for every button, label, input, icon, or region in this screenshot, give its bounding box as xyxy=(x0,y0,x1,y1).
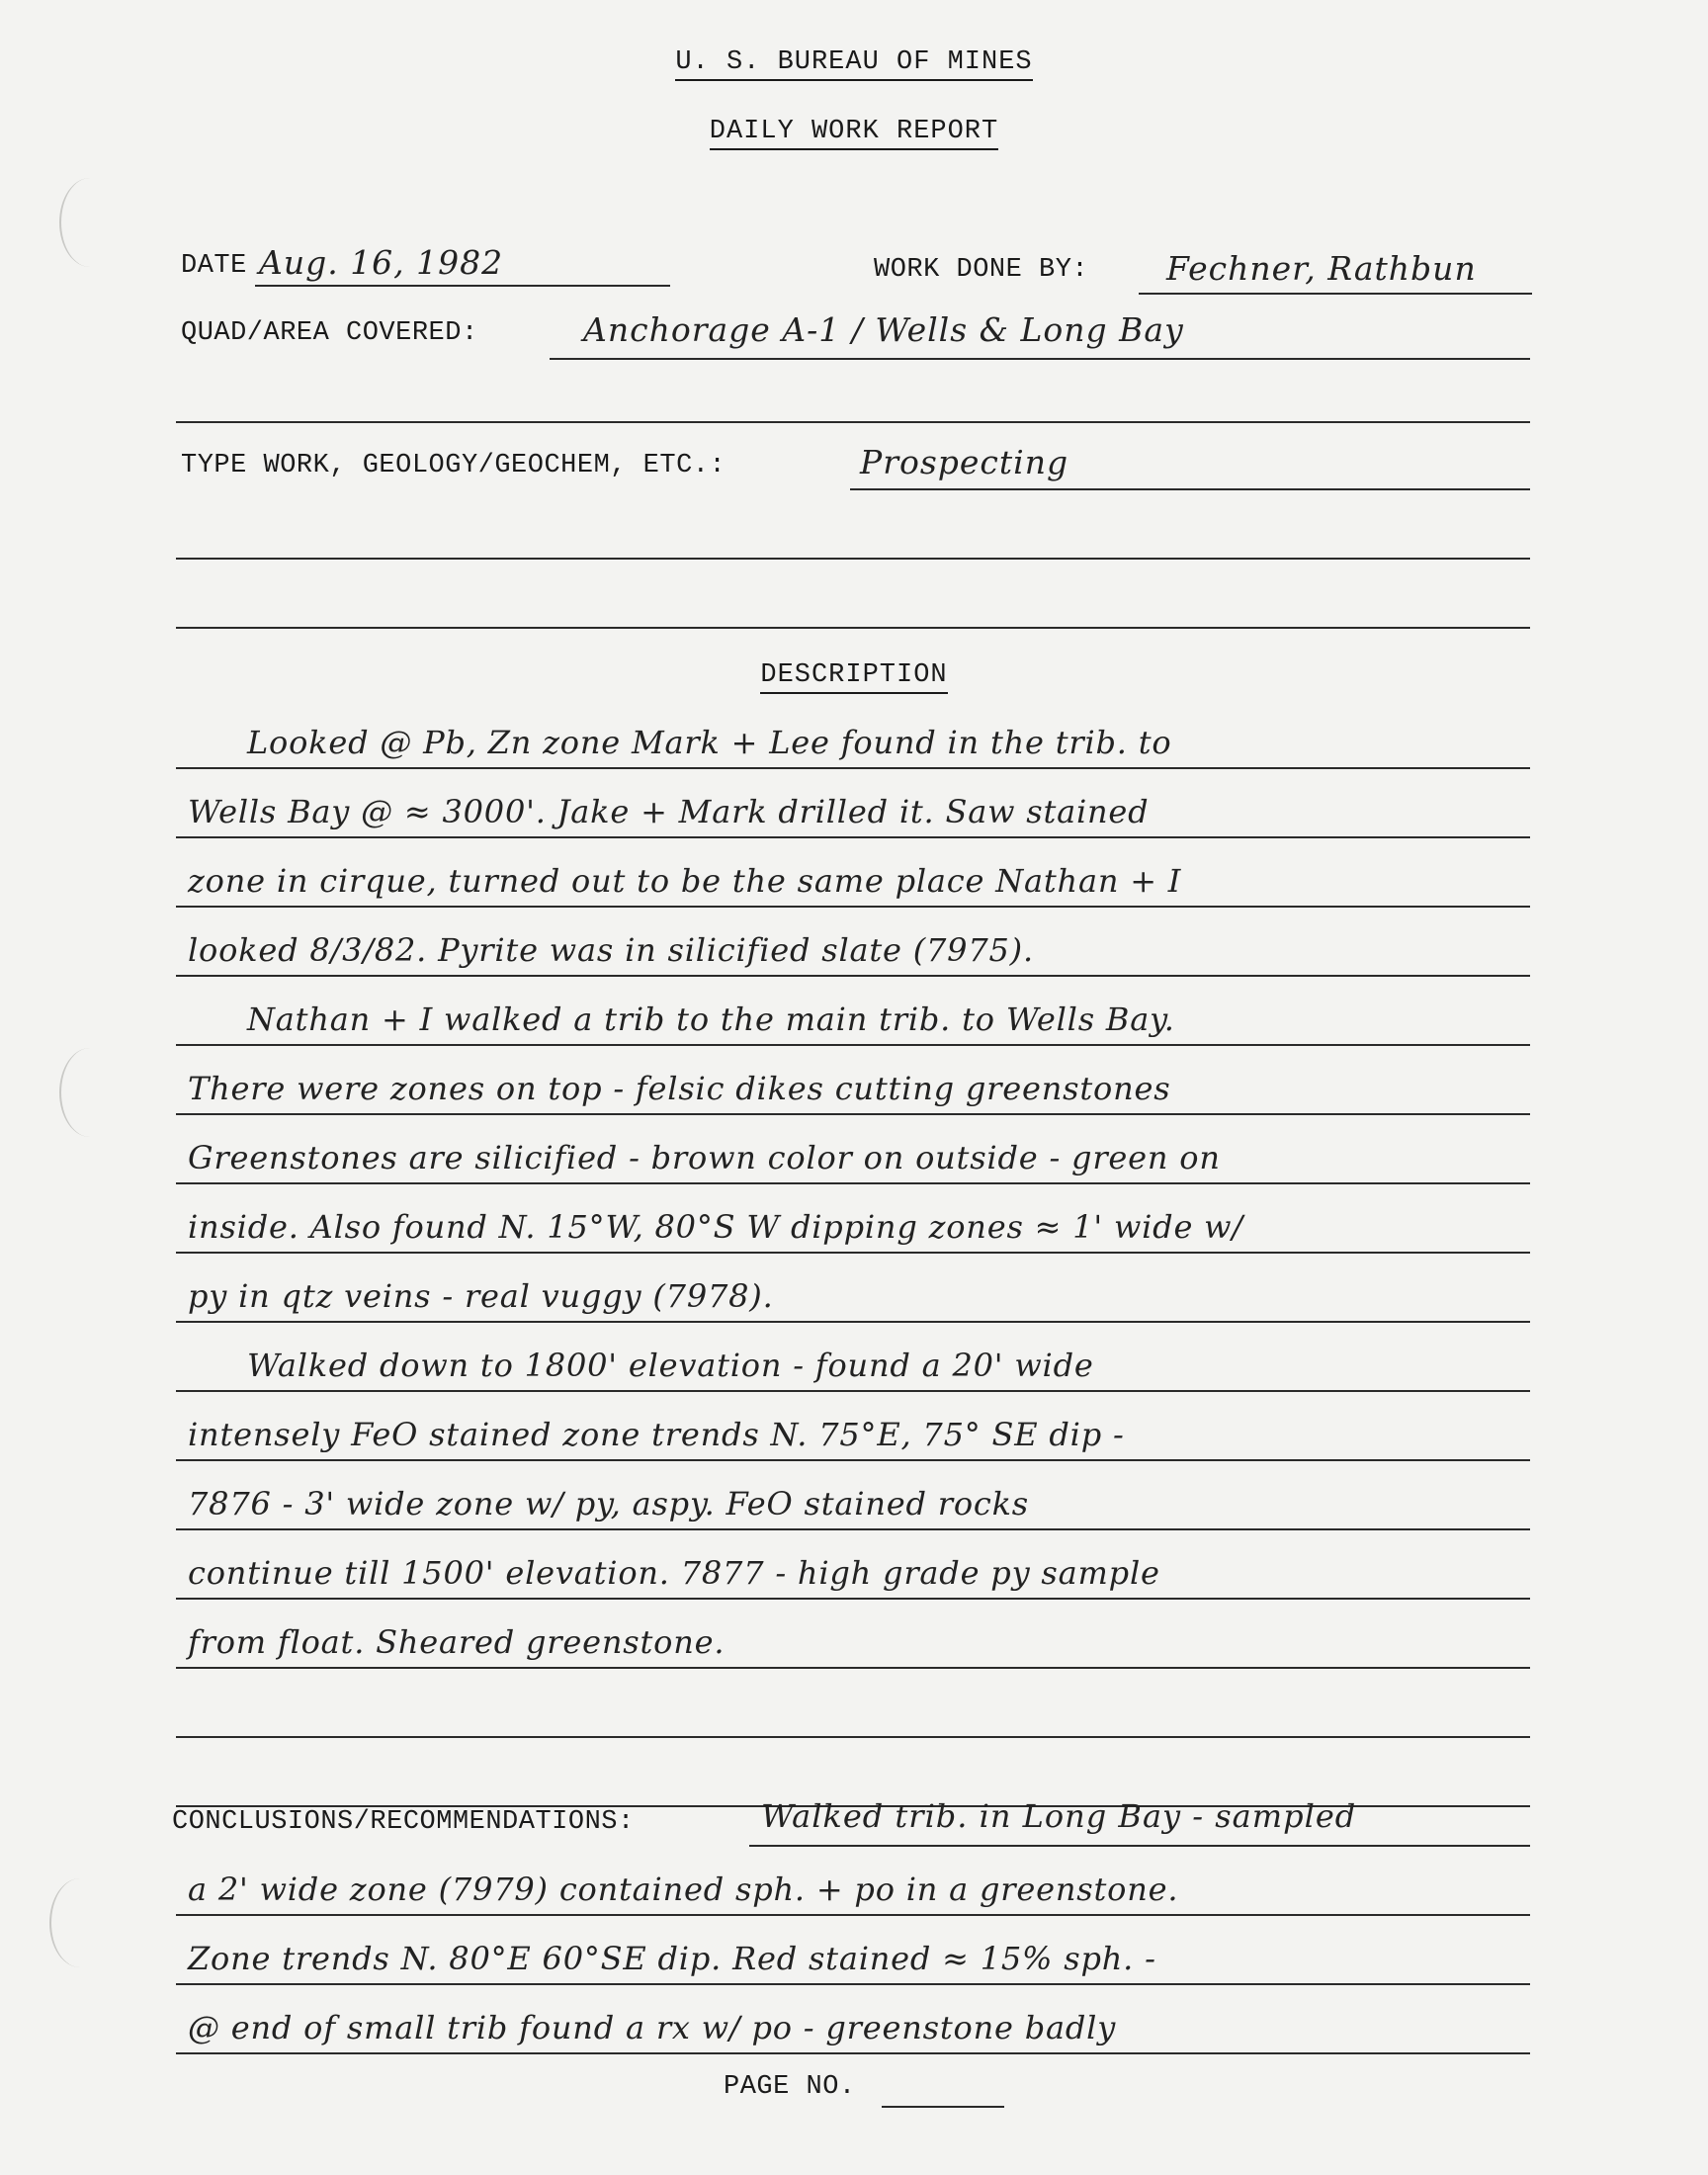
conclusions-label: CONCLUSIONS/RECOMMENDATIONS: xyxy=(172,1807,635,1837)
description-line: Wells Bay @ ≈ 3000'. Jake + Mark drilled it. Saw stained xyxy=(188,793,1150,830)
description-line: py in qtz veins - real vuggy (7978). xyxy=(188,1277,774,1315)
description-line: Walked down to 1800' elevation - found a 20' wide xyxy=(247,1347,1094,1384)
description-heading: DESCRIPTION xyxy=(0,660,1708,690)
quad-label: QUAD/AREA COVERED: xyxy=(181,318,478,348)
type-work-line-2 xyxy=(176,558,1530,560)
description-rule xyxy=(176,1113,1530,1115)
report-title: DAILY WORK REPORT xyxy=(0,117,1708,146)
description-rule xyxy=(176,767,1530,769)
conclusions-rule xyxy=(176,1983,1530,1985)
description-rule xyxy=(176,906,1530,908)
org-title: U. S. BUREAU OF MINES xyxy=(0,47,1708,77)
description-rule xyxy=(176,1736,1530,1738)
conclusions-rule xyxy=(176,2052,1530,2054)
punch-hole-top xyxy=(59,178,121,267)
quad-value: Anchorage A-1 / Wells & Long Bay xyxy=(583,310,1184,349)
description-line: from float. Sheared greenstone. xyxy=(188,1623,726,1661)
description-line: inside. Also found N. 15°W, 80°S W dipping zones ≈ 1' wide w/ xyxy=(188,1208,1243,1246)
quad-line xyxy=(550,358,1530,360)
description-rule xyxy=(176,1598,1530,1600)
type-work-label: TYPE WORK, GEOLOGY/GEOCHEM, ETC.: xyxy=(181,451,726,480)
description-rule xyxy=(176,836,1530,838)
description-rule xyxy=(176,1528,1530,1530)
description-rule xyxy=(176,1321,1530,1323)
description-rule xyxy=(176,1459,1530,1461)
work-done-by-label: WORK DONE BY: xyxy=(874,255,1089,285)
conclusions-rule xyxy=(176,1914,1530,1916)
type-work-line xyxy=(850,488,1530,490)
description-rule xyxy=(176,1044,1530,1046)
punch-hole-middle xyxy=(59,1048,121,1137)
type-work-value: Prospecting xyxy=(860,443,1069,481)
conclusions-line: Zone trends N. 80°E 60°SE dip. Red stained ≈ 15% sph. - xyxy=(188,1940,1156,1977)
description-rule xyxy=(176,1182,1530,1184)
date-line xyxy=(255,285,670,287)
conclusions-line-1 xyxy=(749,1845,1530,1847)
page-no-label: PAGE NO. xyxy=(724,2072,856,2102)
page-no-line xyxy=(882,2106,1004,2108)
work-done-by-value: Fechner, Rathbun xyxy=(1166,249,1477,288)
description-line: zone in cirque, turned out to be the same place Nathan + I xyxy=(188,862,1182,900)
work-done-by-line xyxy=(1139,293,1532,295)
description-line: There were zones on top - felsic dikes cutting greenstones xyxy=(188,1070,1171,1107)
type-work-line-3 xyxy=(176,627,1530,629)
description-line: 7876 - 3' wide zone w/ py, aspy. FeO stained rocks xyxy=(188,1485,1030,1522)
description-line: Nathan + I walked a trib to the main trib. to Wells Bay. xyxy=(247,1000,1175,1038)
description-line: Greenstones are silicified - brown color on outside - green on xyxy=(188,1139,1221,1176)
conclusions-line: a 2' wide zone (7979) contained sph. + po in a greenstone. xyxy=(188,1870,1179,1908)
date-value: Aug. 16, 1982 xyxy=(259,243,504,282)
conclusions-line: @ end of small trib found a rx w/ po - greenstone badly xyxy=(188,2009,1117,2046)
description-line: looked 8/3/82. Pyrite was in silicified slate (7975). xyxy=(188,931,1034,969)
date-label: DATE xyxy=(181,251,247,281)
description-rule xyxy=(176,1667,1530,1669)
description-rule xyxy=(176,1252,1530,1254)
description-line: Looked @ Pb, Zn zone Mark + Lee found in the trib. to xyxy=(247,724,1172,761)
quad-line-2 xyxy=(176,421,1530,423)
description-rule xyxy=(176,1390,1530,1392)
description-line: continue till 1500' elevation. 7877 - high grade py sample xyxy=(188,1554,1160,1592)
description-rule xyxy=(176,975,1530,977)
conclusions-first-line: Walked trib. in Long Bay - sampled xyxy=(761,1797,1357,1835)
punch-hole-bottom xyxy=(49,1878,111,1967)
description-line: intensely FeO stained zone trends N. 75°E, 75° SE dip - xyxy=(188,1416,1125,1453)
